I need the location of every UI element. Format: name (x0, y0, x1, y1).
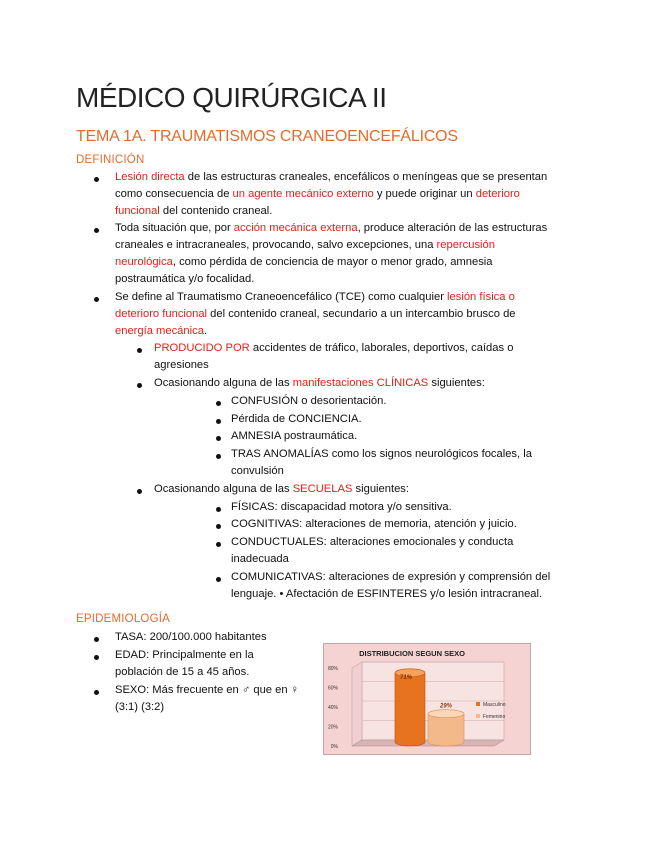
text: del contenido craneal, secundario a un intercambio brusco de (207, 308, 516, 320)
text: como consecuencia de (115, 188, 233, 200)
bullet-icon (216, 436, 221, 441)
bullet-icon (94, 655, 99, 660)
highlight: repercusión (436, 239, 495, 251)
bullet-icon (216, 454, 221, 459)
chart-bar-femenino (428, 714, 464, 746)
definicion-paragraph-3 (115, 289, 585, 340)
chart-ytick-label: 40% (327, 705, 338, 711)
legend-label: Femenino (483, 714, 506, 720)
text: siguientes: (352, 483, 409, 495)
highlight: un agente mecánico externo (232, 188, 374, 200)
section-title: TEMA 1A. TRAUMATISMOS CRANEOENCEFÁLICOS (76, 128, 458, 145)
bullet-icon (216, 401, 221, 406)
chart-svg (324, 644, 530, 754)
definicion-heading: DEFINICIÓN (76, 154, 145, 166)
list-item: CONDUCTUALES: alteraciones emocionales y conducta (231, 536, 514, 548)
producido-por-item (154, 340, 584, 374)
text: craneales e intracraneales, provocando, salvo excepciones, una (115, 239, 437, 251)
bullet-icon (94, 637, 99, 642)
text: , como pérdida de conciencia de mayor o menor grado, amnesia (172, 256, 493, 268)
list-item: AMNESIA postraumática. (231, 430, 358, 442)
sex-distribution-chart (323, 643, 531, 755)
bullet-icon (94, 228, 99, 233)
highlight: deterioro funcional (115, 308, 208, 320)
bullet-icon (137, 383, 142, 388)
manifestaciones-item (154, 375, 584, 392)
highlight: neurológica (115, 256, 173, 268)
text: , produce alteración de las estructuras (357, 222, 548, 234)
bullet-icon (94, 177, 99, 182)
legend-label: Masculino (483, 702, 506, 708)
secuelas-item (154, 481, 584, 498)
chart-ytick-label: 60% (327, 685, 338, 692)
highlight: acción mecánica externa (233, 222, 358, 234)
definicion-paragraph-1 (115, 169, 585, 220)
chart-side-wall (352, 662, 362, 746)
text: accidentes de tráfico, laborales, deportivos, caídas o (249, 342, 514, 354)
text: y puede originar un (373, 188, 476, 200)
highlight: PRODUCIDO POR (154, 342, 250, 354)
bullet-icon (94, 297, 99, 302)
text: Toda situación que, por (115, 222, 234, 234)
list-item: COMUNICATIVAS: alteraciones de expresión y comprensión del (231, 571, 551, 583)
list-item: TRAS ANOMALÍAS como los signos neurológicos focales, la (231, 448, 532, 460)
list-item-continuation: (3:1) (3:2) (115, 701, 165, 713)
chart-bar-top (428, 710, 464, 718)
bullet-icon (216, 577, 221, 582)
list-item: CONFUSIÓN o desorientación. (231, 395, 387, 407)
text: Se define al Traumatismo Craneoencefálico (TCE) como cualquier (115, 291, 448, 303)
list-item-continuation: lenguaje. • Afectación de ESFINTERES y/o lesión intracraneal. (231, 588, 543, 600)
highlight: funcional (115, 205, 160, 217)
highlight: SECUELAS (292, 483, 353, 495)
text: Ocasionando alguna de las (154, 377, 293, 389)
list-item: EDAD: Principalmente en la (115, 649, 254, 661)
bullet-icon (216, 542, 221, 547)
bullet-icon (137, 348, 142, 353)
text: . (203, 325, 208, 337)
chart-bar-masculino (395, 673, 425, 746)
bullet-icon (94, 690, 99, 695)
text: siguientes: (428, 377, 485, 389)
legend-swatch (476, 714, 480, 718)
chart-data-label: 71% (399, 674, 413, 681)
list-item-continuation: población de 15 a 45 años. (115, 666, 250, 678)
chart-ytick-label: 20% (327, 724, 338, 731)
text: del contenido craneal. (159, 205, 273, 217)
list-item: SEXO: Más frecuente en ♂ que en ♀ (115, 684, 300, 696)
text: de las estructuras craneales, encefálicos o meníngeas que se presentan (184, 171, 548, 183)
text: postraumática y/o focalidad. (115, 273, 255, 285)
bullet-icon (216, 419, 221, 424)
list-item-continuation: inadecuada (231, 553, 289, 565)
bullet-icon (216, 524, 221, 529)
chart-title: DISTRIBUCION SEGUN SEXO (359, 649, 465, 658)
text: agresiones (154, 359, 209, 371)
chart-ytick-label: 0% (330, 744, 338, 750)
epidemiologia-heading: EPIDEMIOLOGÍA (76, 613, 170, 625)
text: Ocasionando alguna de las (154, 483, 293, 495)
highlight: lesión física o (447, 291, 515, 303)
page-title: MÉDICO QUIRÚRGICA II (76, 82, 387, 113)
list-item-continuation: convulsión (231, 465, 284, 477)
highlight: Lesión directa (115, 171, 185, 183)
highlight: deterioro (475, 188, 520, 200)
legend-swatch (476, 702, 480, 706)
definicion-paragraph-2 (115, 220, 585, 288)
chart-ytick-label: 80% (327, 666, 338, 672)
highlight: energía mecánica (115, 325, 204, 337)
bullet-icon (216, 507, 221, 512)
highlight: manifestaciones CLÍNICAS (292, 377, 429, 389)
list-item: COGNITIVAS: alteraciones de memoria, atención y juicio. (231, 518, 517, 530)
chart-data-label: 29% (439, 703, 453, 710)
list-item: FÍSICAS: discapacidad motora y/o sensitiva. (231, 501, 452, 513)
list-item: Pérdida de CONCIENCIA. (231, 413, 362, 425)
bullet-icon (137, 489, 142, 494)
list-item: TASA: 200/100.000 habitantes (115, 631, 267, 643)
